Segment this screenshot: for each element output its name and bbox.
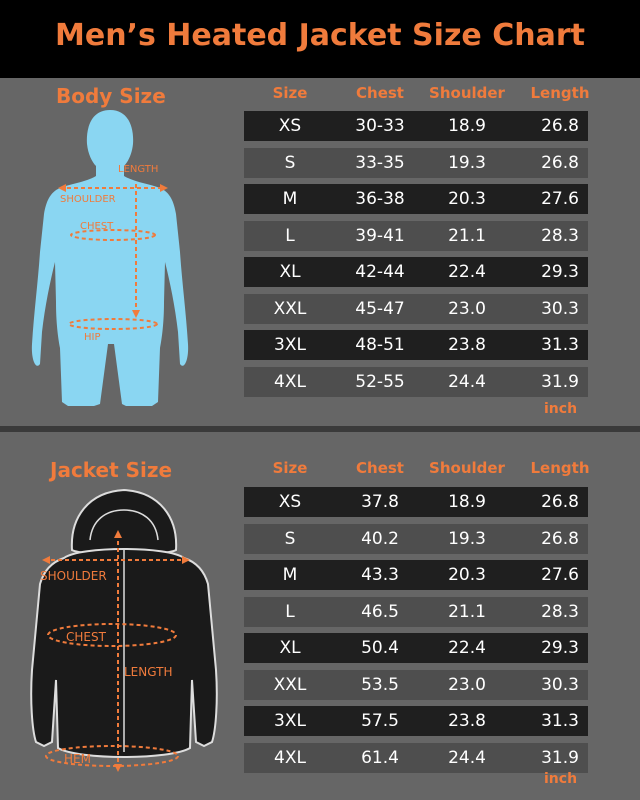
table-cell: 57.5 <box>361 711 399 731</box>
table-cell: M <box>282 565 298 585</box>
table-row <box>244 221 588 251</box>
table-cell: 39-41 <box>355 225 405 246</box>
table-cell: M <box>282 189 298 209</box>
table-cell: 28.3 <box>541 601 579 622</box>
column-header: Length <box>530 84 590 102</box>
table-row <box>244 111 588 141</box>
table-row <box>244 597 588 627</box>
table-row <box>244 706 588 736</box>
table-row <box>244 743 588 773</box>
table-cell: 36-38 <box>355 189 405 209</box>
table-row <box>244 367 588 397</box>
table-cell: 4XL <box>274 371 306 392</box>
table-cell: 21.1 <box>448 601 486 622</box>
table-cell: 53.5 <box>361 674 399 695</box>
table-cell: 26.8 <box>541 528 579 549</box>
table-cell: 33-35 <box>355 152 405 173</box>
table-cell: XL <box>279 638 301 658</box>
body-figure <box>10 92 230 422</box>
table-cell: 37.8 <box>361 492 399 512</box>
table-row <box>244 184 588 214</box>
table-cell: 18.9 <box>448 492 486 512</box>
table-row <box>244 560 588 590</box>
table-cell: 20.3 <box>448 565 486 585</box>
table-row <box>244 633 588 663</box>
table-cell: 22.4 <box>448 638 486 658</box>
table-cell: 26.8 <box>541 492 579 512</box>
table-cell: 3XL <box>274 711 306 731</box>
table-cell: L <box>285 225 295 246</box>
column-header: Shoulder <box>429 459 505 477</box>
column-header: Shoulder <box>429 84 505 102</box>
body-unit-label: inch <box>544 401 578 417</box>
table-cell: 40.2 <box>361 528 399 549</box>
table-cell: 31.3 <box>541 711 579 731</box>
table-cell: 46.5 <box>361 601 399 622</box>
table-cell: 31.9 <box>541 747 579 768</box>
table-cell: 42-44 <box>355 262 405 282</box>
body-size-heading: Body Size <box>56 84 166 108</box>
table-cell: 21.1 <box>448 225 486 246</box>
table-cell: 30.3 <box>541 674 579 695</box>
table-cell: 19.3 <box>448 528 486 549</box>
table-cell: 19.3 <box>448 152 486 173</box>
table-cell: 20.3 <box>448 189 486 209</box>
jacket-figure <box>20 480 240 800</box>
table-row <box>244 294 588 324</box>
table-cell: 45-47 <box>355 298 405 319</box>
table-cell: XXL <box>273 298 307 319</box>
table-cell: 31.3 <box>541 335 579 355</box>
column-header: Chest <box>356 84 404 102</box>
table-cell: S <box>284 152 296 173</box>
table-row <box>244 330 588 360</box>
body-shoulder-label: SHOULDER <box>60 194 116 205</box>
table-cell: 24.4 <box>448 371 486 392</box>
table-cell: 26.8 <box>541 116 579 136</box>
jacket-hem-label: HEM <box>64 752 91 766</box>
table-cell: 29.3 <box>541 638 579 658</box>
table-cell: 27.6 <box>541 189 579 209</box>
table-cell: 4XL <box>274 747 306 768</box>
table-row <box>244 487 588 517</box>
table-row <box>244 670 588 700</box>
table-cell: L <box>285 601 295 622</box>
table-cell: 26.8 <box>541 152 579 173</box>
table-cell: 23.8 <box>448 711 486 731</box>
table-cell: 18.9 <box>448 116 486 136</box>
table-cell: 23.0 <box>448 298 486 319</box>
section-divider <box>0 426 640 432</box>
table-row <box>244 257 588 287</box>
table-cell: 28.3 <box>541 225 579 246</box>
body-silhouette <box>32 110 188 406</box>
jacket-unit-label: inch <box>544 771 578 787</box>
table-cell: 29.3 <box>541 262 579 282</box>
table-row <box>244 524 588 554</box>
table-cell: 23.8 <box>448 335 486 355</box>
column-header: Length <box>530 459 590 477</box>
table-cell: 24.4 <box>448 747 486 768</box>
jacket-length-label: LENGTH <box>124 665 173 679</box>
table-cell: 3XL <box>274 335 306 355</box>
table-cell: 27.6 <box>541 565 579 585</box>
table-cell: 30-33 <box>355 116 405 136</box>
table-cell: 23.0 <box>448 674 486 695</box>
table-cell: XL <box>279 262 301 282</box>
body-length-label: LENGTH <box>118 164 159 175</box>
table-cell: 48-51 <box>355 335 405 355</box>
table-cell: XS <box>278 492 302 512</box>
column-header: Size <box>272 84 308 102</box>
body-chest-label: CHEST <box>80 221 114 232</box>
body-hip-label: HIP <box>84 332 101 343</box>
table-cell: 30.3 <box>541 298 579 319</box>
table-cell: 50.4 <box>361 638 399 658</box>
jacket-chest-label: CHEST <box>66 630 106 644</box>
page-title: Men’s Heated Jacket Size Chart <box>55 18 585 53</box>
header-bar <box>0 0 640 78</box>
jacket-hood <box>72 490 176 555</box>
table-cell: 31.9 <box>541 371 579 392</box>
table-cell: S <box>284 528 296 549</box>
table-cell: XS <box>278 116 302 136</box>
table-cell: 52-55 <box>355 371 405 392</box>
table-cell: XXL <box>273 674 307 695</box>
column-header: Chest <box>356 459 404 477</box>
table-row <box>244 148 588 178</box>
table-cell: 22.4 <box>448 262 486 282</box>
table-cell: 61.4 <box>361 747 399 768</box>
table-cell: 43.3 <box>361 565 399 585</box>
jacket-shoulder-label: SHOULDER <box>40 569 107 583</box>
jacket-size-heading: Jacket Size <box>50 458 173 482</box>
column-header: Size <box>272 459 308 477</box>
